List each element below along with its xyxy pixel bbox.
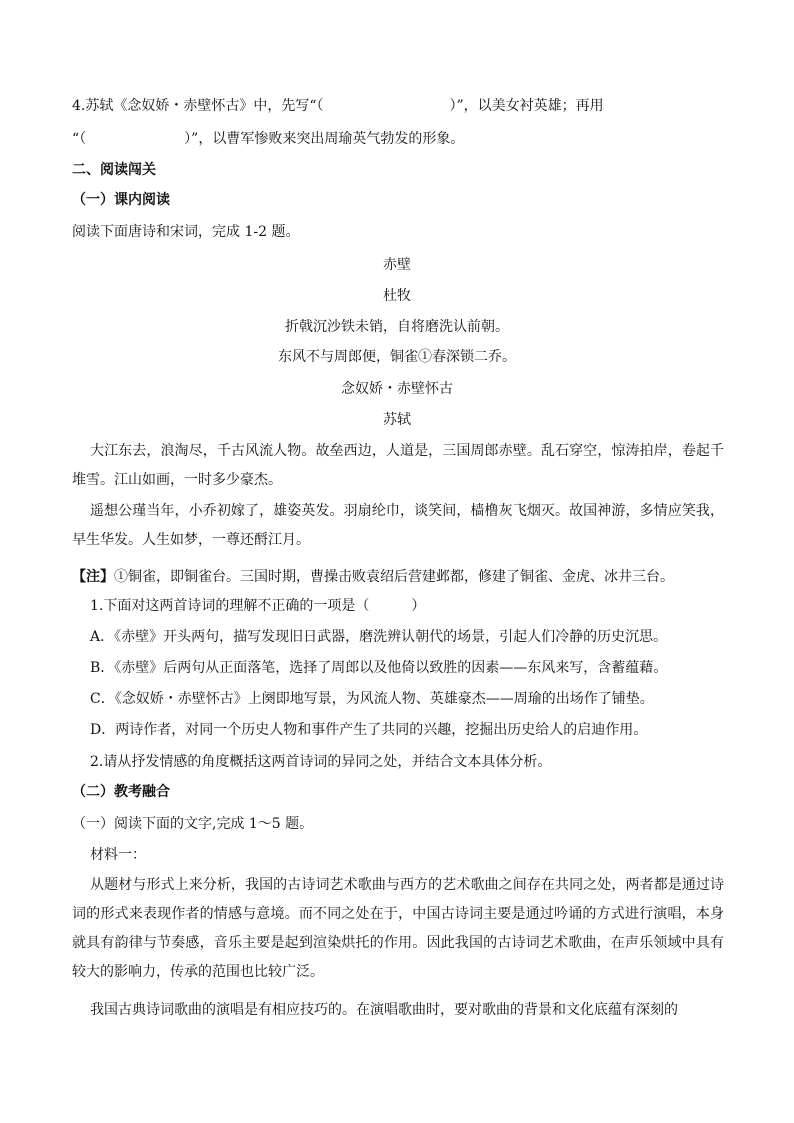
poem-note	[72, 563, 724, 592]
poem2-stanza-2: 遥想公瑾当年，小乔初嫁了，雄姿英发。羽扇纶巾，谈笑间，樯橹灰飞烟灭。故国神游，多情应笑我，早生华发。人生如梦，一尊还酹江月。	[72, 503, 724, 548]
poem1-line-1: 折戟沉沙铁未销，自将磨洗认前朝。	[285, 319, 509, 335]
fusion-instruction: （一）阅读下面的文字,完成 1～5 题。	[72, 816, 314, 832]
note-text: ①铜雀，即铜雀台。三国时期，曹操击败袁绍后营建邺都，修建了铜雀、金虎、冰井三台。	[114, 569, 674, 585]
material-paragraph-1: 从题材与形式上来分析，我国的古诗词艺术歌曲与西方的艺术歌曲之间存在共同之处，两者都是通过诗词的形式来表现作者的情感与意境。而不同之处在于，中国古诗词主要是通过吟诵的方式进行演唱，本身就具有韵律与节奏感，音乐主要是起到渲染烘托的作用。因此我国的古诗词艺术歌曲，在声乐领域中具有较大的影响力，传承的范围也比较广泛。	[72, 877, 724, 980]
reading-instruction: 阅读下面唐诗和宋词，完成 1-2 题。	[72, 224, 300, 240]
question-2: 2.请从抒发情感的角度概括这两首诗词的异同之处，并结合文本具体分析。	[90, 754, 552, 770]
question-1-option-c: C．《念奴娇・赤壁怀古》上阕即地写景，为风流人物、英雄豪杰——周瑜的出场作了铺垫。	[90, 691, 654, 707]
poem1-title: 赤壁	[383, 257, 411, 273]
section-heading-reading: 二、阅读闯关	[72, 162, 156, 178]
subsection-heading-in-class: （一）课内阅读	[72, 192, 170, 208]
question-1-option-d: D．两诗作者，对同一个历史人物和事件产生了共同的兴趣，挖掘出历史给人的启迪作用。	[90, 722, 648, 738]
question-4-line-2: “（ ）”，以曹军惨败来突出周瑜英气勃发的形象。	[72, 131, 465, 147]
poem1-line-2: 东风不与周郎便，铜雀①春深锁二乔。	[278, 349, 516, 365]
poem1-author: 杜牧	[383, 288, 411, 304]
material-label: 材料一：	[90, 847, 146, 863]
poem2-stanza-1: 大江东去，浪淘尽，千古风流人物。故垒西边，人道是，三国周郎赤壁。乱石穿空，惊涛拍岸，卷起千堆雪。江山如画，一时多少豪杰。	[72, 443, 724, 488]
question-1-option-a: A．《赤壁》开头两句，描写发现旧日武器，磨洗辨认朝代的场景，引起人们冷静的历史沉思。	[90, 629, 668, 645]
poem2-author: 苏轼	[383, 412, 411, 428]
poem2-title: 念奴娇・赤壁怀古	[341, 381, 453, 397]
note-label: 【注】	[72, 569, 114, 585]
question-1-stem: 1.下面对这两首诗词的理解不正确的一项是（ ）	[90, 598, 426, 614]
subsection-heading-fusion: （二）教考融合	[72, 784, 170, 800]
question-1-option-b: B．《赤壁》后两句从正面落笔，选择了周郎以及他倚以致胜的因素——东风来写，含蓄蕴藉。	[90, 660, 668, 676]
material-paragraph-2: 我国古典诗词歌曲的演唱是有相应技巧的。在演唱歌曲时，要对歌曲的背景和文化底蕴有深刻的	[90, 1002, 678, 1018]
question-4-line-1: 4.苏轼《念奴娇・赤壁怀古》中，先写“（ ）”，以美女衬英雄；再用	[72, 98, 604, 114]
